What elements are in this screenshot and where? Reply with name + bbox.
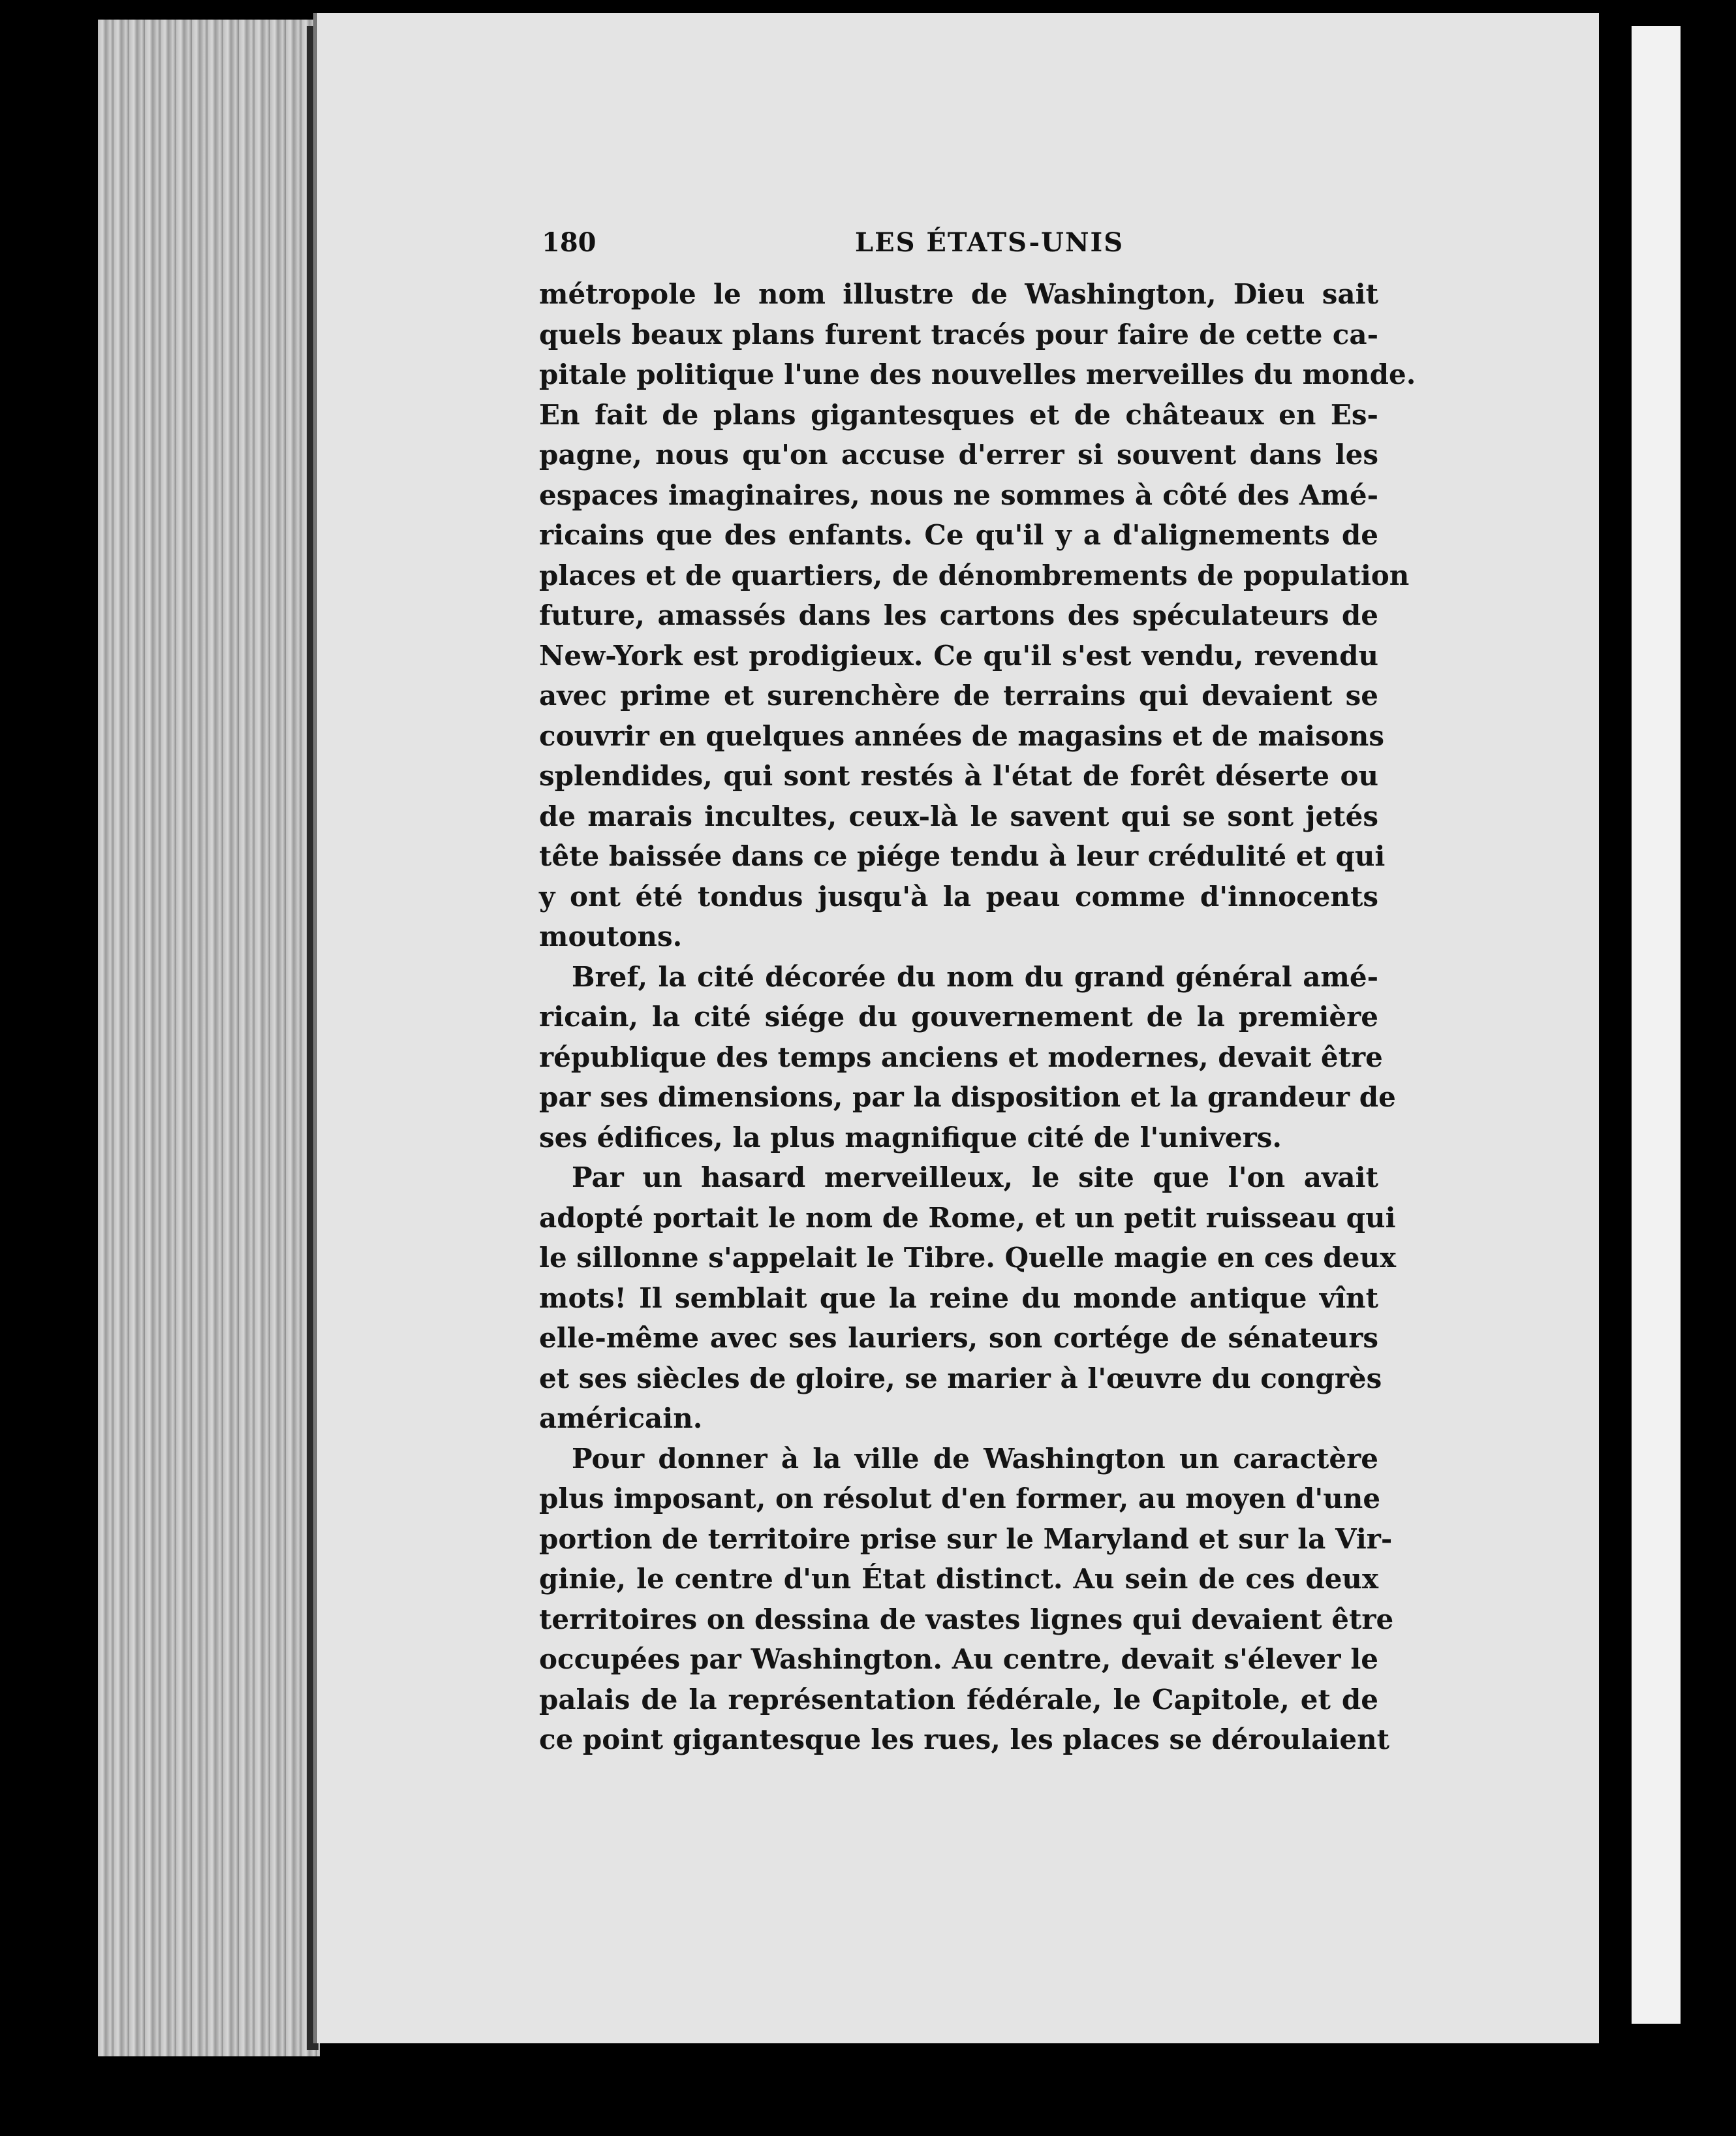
paragraph-3: [539, 1157, 1397, 1439]
text-line: New-York est prodigieux. Ce qu'il s'est vendu, revendu: [539, 639, 1378, 672]
paragraph-2: [539, 957, 1396, 1158]
page-number: 180: [542, 227, 597, 258]
text-line: adopté portait le nom de Rome, et un petit ruisseau qui: [539, 1201, 1396, 1234]
text-line: quels beaux plans furent tracés pour faire de cette ca-: [539, 318, 1378, 351]
text-line: ginie, le centre d'un État distinct. Au sein de ces deux: [539, 1563, 1378, 1595]
text-line: de marais incultes, ceux-là le savent qui se sont jetés: [539, 800, 1378, 832]
text-line: ricains que des enfants. Ce qu'il y a d'alignements de: [539, 519, 1378, 551]
text-line: république des temps anciens et modernes, devait être: [539, 1041, 1383, 1073]
text-line: portion de territoire prise sur le Maryland et sur la Vir-: [539, 1522, 1393, 1555]
stacked-page-edges: [98, 20, 320, 2056]
body-text: [539, 274, 1416, 1760]
paragraph-4: [539, 1439, 1394, 1760]
text-line: places et de quartiers, de dénombrements de population: [539, 559, 1410, 591]
text-line: par ses dimensions, par la disposition et la grandeur de: [539, 1081, 1396, 1113]
text-line: espaces imaginaires, nous ne sommes à côté des Amé-: [539, 479, 1378, 511]
text-line: Par un hasard merveilleux, le site que l'on avait: [572, 1161, 1378, 1193]
text-line: moutons.: [539, 920, 683, 952]
text-line: palais de la représentation fédérale, le Capitole, et de: [539, 1683, 1378, 1716]
text-line: splendides, qui sont restés à l'état de forêt déserte ou: [539, 760, 1378, 792]
text-line: le sillonne s'appelait le Tibre. Quelle magie en ces deux: [539, 1242, 1397, 1274]
text-line: pitale politique l'une des nouvelles merveilles du monde.: [539, 358, 1416, 390]
text-line: territoires on dessina de vastes lignes qui devaient être: [539, 1603, 1394, 1635]
text-line: pagne, nous qu'on accuse d'errer si souvent dans les: [539, 439, 1378, 471]
scan-border: [1681, 0, 1736, 2136]
text-line: occupées par Washington. Au centre, devait s'élever le: [539, 1643, 1378, 1675]
text-line: ce point gigantesque les rues, les places se déroulaient: [539, 1723, 1390, 1755]
text-line: couvrir en quelques années de magasins et de maisons: [539, 719, 1384, 752]
text-line: et ses siècles de gloire, se marier à l'œuvre du congrès: [539, 1362, 1382, 1394]
text-line: ricain, la cité siége du gouvernement de la première: [539, 1001, 1378, 1033]
text-line: mots! Il semblait que la reine du monde antique vînt: [539, 1281, 1378, 1314]
text-line: ses édifices, la plus magnifique cité de l'univers.: [539, 1121, 1282, 1154]
running-head: [542, 215, 1384, 268]
text-line: tête baissée dans ce piége tendu à leur crédulité et qui: [539, 840, 1386, 872]
text-line: En fait de plans gigantesques et de châteaux en Es-: [539, 398, 1378, 431]
text-line: y ont été tondus jusqu'à la peau comme d'innocents: [539, 880, 1378, 913]
text-line: Pour donner à la ville de Washington un caractère: [572, 1442, 1378, 1475]
text-line: avec prime et surenchère de terrains qui devaient se: [539, 680, 1378, 712]
text-line: américain.: [539, 1402, 703, 1434]
text-line: Bref, la cité décorée du nom du grand général amé-: [572, 960, 1378, 993]
running-title: LES ÉTATS-UNIS: [855, 227, 1124, 258]
paragraph-1: [539, 274, 1416, 957]
text-line: future, amassés dans les cartons des spéculateurs de: [539, 599, 1378, 631]
text-line: elle-même avec ses lauriers, son cortége de sénateurs: [539, 1322, 1378, 1354]
text-line: plus imposant, on résolut d'en former, au moyen d'une: [539, 1483, 1381, 1515]
facing-page-edge: [1632, 26, 1681, 2024]
text-line: métropole le nom illustre de Washington, Dieu sait: [539, 278, 1378, 310]
